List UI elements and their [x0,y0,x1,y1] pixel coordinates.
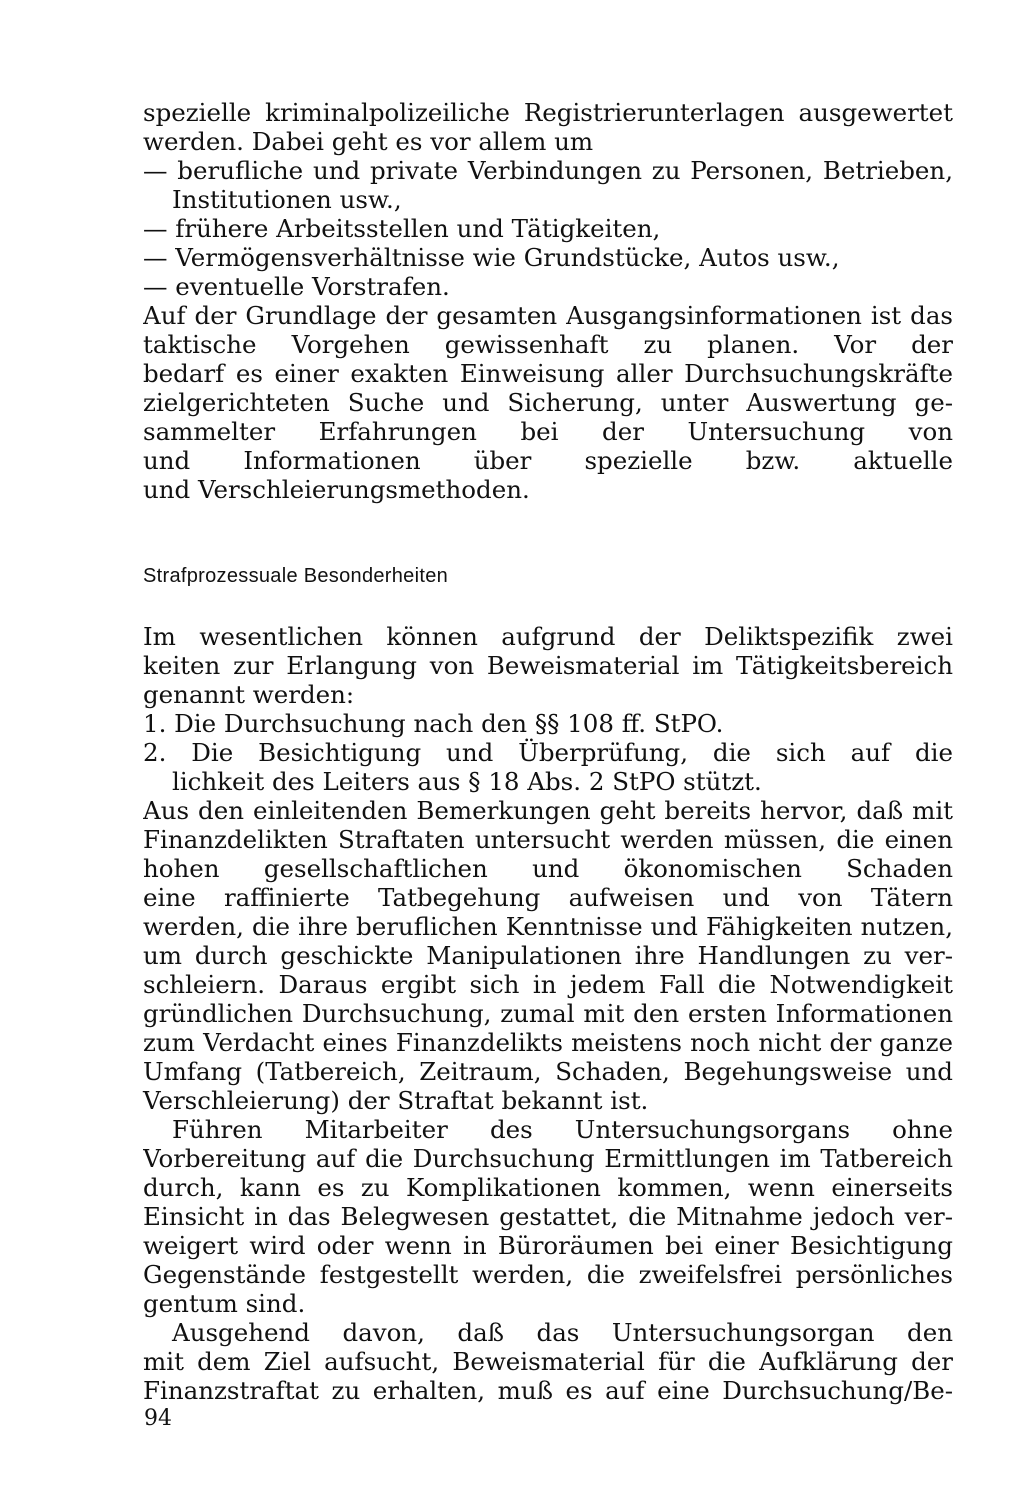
text-line: eine raffinierte Tatbegehung aufweisen und von Tätern [143,883,953,912]
numbered-item: 1. Die Durchsuchung nach den §§ 108 ff. StPO. [143,709,724,738]
text-line: sammelter Erfahrungen bei der Untersuchung von [143,417,953,446]
text-line: bedarf es einer exakten Einweisung aller Durchsuchungskräfte [143,359,953,388]
text-line: Vorbereitung auf die Durchsuchung Ermittlungen im Tatbereich [143,1144,953,1173]
text-line: taktische Vorgehen gewissenhaft zu planen. Vor der [143,330,953,359]
numbered-item: 2. Die Besichtigung und Überprüfung, die sich auf die [143,738,953,767]
page-number: 94 [144,1406,172,1431]
list-item: — eventuelle Vorstrafen. [143,272,450,301]
text-line: Einsicht in das Belegwesen gestattet, die Mitnahme jedoch ver- [143,1202,953,1231]
text-line: Finanzstraftat zu erhalten, muß es auf eine Durchsuchung/Be- [143,1376,953,1405]
list-item: — Vermögensverhältnisse wie Grundstücke, Autos usw., [143,243,840,272]
text-line: gründlichen Durchsuchung, zumal mit den ersten Informationen [143,999,953,1028]
text-line: um durch geschickte Manipulationen ihre Handlungen zu ver- [143,941,953,970]
text-line: werden. Dabei geht es vor allem um [143,127,594,156]
text-line: mit dem Ziel aufsucht, Beweismaterial für die Aufklärung der [143,1347,953,1376]
text-line: Auf der Grundlage der gesamten Ausgangsinformationen ist das [143,301,953,330]
text-line: keiten zur Erlangung von Beweismaterial im Tätigkeitsbereich [143,651,953,680]
text-line: und Informationen über spezielle bzw. aktuelle [143,446,953,475]
text-line: und Verschleierungsmethoden. [143,475,530,504]
text-line: hohen gesellschaftlichen und ökonomischen Schaden [143,854,953,883]
list-item-continuation: Institutionen usw., [172,185,402,214]
text-line: spezielle kriminalpolizeiliche Registrierunterlagen ausgewertet [143,98,953,127]
text-line: gentum sind. [143,1289,306,1318]
text-line: weigert wird oder wenn in Büroräumen bei einer Besichtigung [143,1231,953,1260]
text-line: zum Verdacht eines Finanzdelikts meistens noch nicht der ganze [143,1028,953,1057]
paragraph-start: Ausgehend davon, daß das Untersuchungsorgan den [172,1318,953,1347]
text-line: werden, die ihre beruflichen Kenntnisse und Fähigkeiten nutzen, [143,912,953,941]
text-line: Finanzdelikten Straftaten untersucht werden müssen, die einen [143,825,953,854]
text-line: genannt werden: [143,680,355,709]
text-line: Umfang (Tatbereich, Zeitraum, Schaden, Begehungsweise und [143,1057,953,1086]
text-line: zielgerichteten Suche und Sicherung, unter Auswertung ge- [143,388,953,417]
text-line: Verschleierung) der Straftat bekannt ist. [143,1086,649,1115]
numbered-item-continuation: lichkeit des Leiters aus § 18 Abs. 2 StPO stützt. [172,767,762,796]
list-item: — berufliche und private Verbindungen zu Personen, Betrieben, [143,156,953,185]
paragraph-start: Führen Mitarbeiter des Untersuchungsorgans ohne [172,1115,953,1144]
text-line: Im wesentlichen können aufgrund der Deliktspezifik zwei [143,622,953,651]
text-line: durch, kann es zu Komplikationen kommen, wenn einerseits [143,1173,953,1202]
list-item: — frühere Arbeitsstellen und Tätigkeiten, [143,214,661,243]
text-line: schleiern. Daraus ergibt sich in jedem Fall die Notwendigkeit [143,970,953,999]
text-line: Gegenstände festgestellt werden, die zweifelsfrei persönliches [143,1260,953,1289]
section-heading: Strafprozessuale Besonderheiten [143,565,449,587]
page-body [143,98,953,1405]
text-line: Aus den einleitenden Bemerkungen geht bereits hervor, daß mit [143,796,953,825]
